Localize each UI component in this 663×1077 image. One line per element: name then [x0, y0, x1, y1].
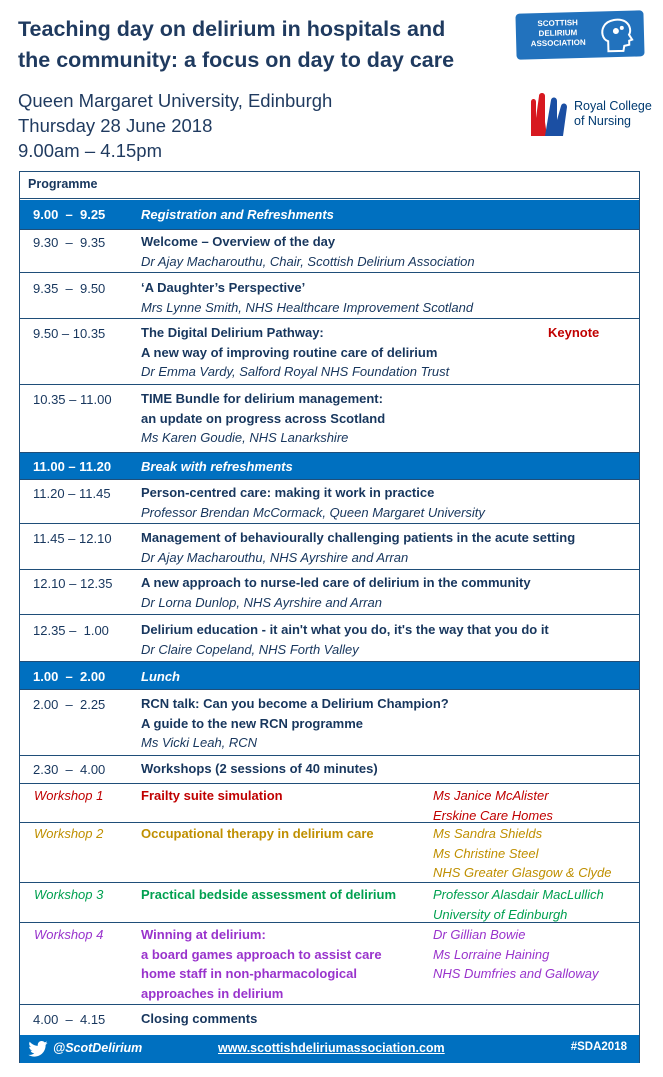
- session-speaker: Dr Emma Vardy, Salford Royal NHS Foundation Trust: [141, 364, 450, 379]
- rcn-logo-text: Royal College of Nursing: [574, 99, 652, 128]
- session-title: Closing comments: [141, 1011, 258, 1026]
- session-speaker: Dr Lorna Dunlop, NHS Ayrshire and Arran: [141, 594, 382, 610]
- session-time: 9.35 – 9.50: [33, 281, 106, 296]
- session-time: 11.00 – 11.20: [33, 459, 112, 474]
- session-time: 11.45 – 12.10: [33, 531, 112, 546]
- twitter-handle[interactable]: @ScotDelirium: [53, 1041, 143, 1055]
- session-time: 2.00 – 2.25: [33, 697, 106, 712]
- workshop-speakers: Professor Alasdair MacLullich University of Edinburgh: [433, 887, 604, 922]
- workshop-title: Winning at delirium: a board games approach to assist care home staff in non-pharmacological approaches in delirium: [141, 927, 382, 1001]
- session-title: A new approach to nurse-led care of delirium in the community: [141, 575, 531, 590]
- workshop-speakers: Ms Janice McAlister Erskine Care Homes: [433, 788, 553, 823]
- session-title: Management of behaviourally challenging patients in the acute setting: [141, 530, 576, 545]
- session-time: 2.30 – 4.00: [33, 762, 106, 777]
- title-line-2: the community: a focus on day to day care: [18, 48, 455, 72]
- session-speaker: Ms Karen Goudie, NHS Lanarkshire: [141, 430, 349, 445]
- event-title: [18, 14, 488, 76]
- session-speaker: Mrs Lynne Smith, NHS Healthcare Improvement Scotland: [141, 299, 474, 315]
- session-title: Delirium education - it ain't what you do, it's the way that you do it: [141, 622, 549, 637]
- sda-logo: [515, 10, 644, 59]
- session-title-line-1: RCN talk: Can you become a Delirium Champion?: [141, 696, 449, 711]
- rcn-logo: [527, 92, 652, 138]
- session-title-line-1: The Digital Delirium Pathway:: [141, 325, 324, 340]
- workshops-row: [20, 756, 639, 784]
- programme-table: [19, 171, 640, 1063]
- session-speaker: Ms Vicki Leah, RCN: [141, 735, 258, 750]
- session-title: Person-centred care: making it work in practice: [141, 485, 435, 500]
- lunch-row: [20, 662, 639, 690]
- session-time: 12.10 – 12.35: [33, 576, 113, 591]
- session-time: 11.20 – 11.45: [33, 486, 111, 501]
- session-title-line-1: TIME Bundle for delirium management:: [141, 391, 383, 406]
- nurse-led-row: [20, 570, 639, 615]
- event-time: 9.00am – 4.15pm: [18, 140, 162, 161]
- session-time: 10.35 – 11.00: [33, 392, 112, 407]
- session-title-line-2: an update on progress across Scotland: [141, 410, 386, 426]
- workshop-label: Workshop 3: [34, 887, 104, 902]
- workshop-1-row: [20, 784, 639, 823]
- session-time: 9.30 – 9.35: [33, 235, 106, 250]
- venue: Queen Margaret University, Edinburgh: [18, 90, 333, 111]
- workshop-title: Practical bedside assessment of delirium: [141, 887, 397, 902]
- time-bundle-row: [20, 385, 639, 453]
- welcome-row: [20, 230, 639, 273]
- event-info: [18, 88, 332, 163]
- session-speaker: Dr Ajay Macharouthu, NHS Ayrshire and Arran: [141, 549, 409, 565]
- workshop-speakers: Dr Gillian Bowie Ms Lorraine Haining NHS Dumfries and Galloway: [433, 927, 599, 981]
- sda-logo-text: SCOTTISH DELIRIUM ASSOCIATION: [530, 18, 586, 49]
- person-centred-row: [20, 480, 639, 524]
- hashtag: #SDA2018: [570, 1041, 627, 1053]
- session-time: 4.00 – 4.15: [33, 1012, 106, 1027]
- session-speaker: Dr Ajay Macharouthu, Chair, Scottish Delirium Association: [141, 253, 475, 269]
- rcn-hands-icon: [527, 92, 571, 138]
- digital-pathway-row: [20, 319, 639, 385]
- session-title: Lunch: [141, 669, 180, 684]
- session-title-line-2: A new way of improving routine care of delirium: [141, 344, 438, 360]
- workshop-3-row: [20, 883, 639, 923]
- session-time: 12.35 – 1.00: [33, 623, 109, 638]
- daughter-row: [20, 273, 639, 319]
- workshop-2-row: [20, 823, 639, 883]
- education-row: [20, 615, 639, 662]
- session-title: Registration and Refreshments: [141, 207, 334, 222]
- event-date: Thursday 28 June 2018: [18, 115, 213, 136]
- behaviour-row: [20, 524, 639, 570]
- rcn-talk-row: [20, 690, 639, 756]
- workshop-4-row: [20, 923, 639, 1005]
- workshop-title: Occupational therapy in delirium care: [141, 826, 374, 841]
- keynote-badge: Keynote: [548, 325, 600, 340]
- workshop-title: Frailty suite simulation: [141, 788, 283, 803]
- session-title: Welcome – Overview of the day: [141, 234, 336, 249]
- session-speaker: Professor Brendan McCormack, Queen Margaret University: [141, 504, 485, 520]
- title-line-1: Teaching day on delirium in hospitals and: [18, 17, 446, 41]
- session-speaker: Dr Claire Copeland, NHS Forth Valley: [141, 641, 359, 657]
- programme-heading: Programme: [20, 172, 639, 199]
- workshop-label: Workshop 4: [34, 927, 104, 942]
- session-time: 9.50 – 10.35: [33, 326, 106, 341]
- workshop-label: Workshop 1: [34, 788, 104, 803]
- session-title: Break with refreshments: [141, 459, 293, 474]
- break-row: [20, 453, 639, 480]
- head-profile-icon: [598, 16, 639, 53]
- session-time: 1.00 – 2.00: [33, 669, 106, 684]
- workshop-label: Workshop 2: [34, 826, 104, 841]
- session-title-line-2: A guide to the new RCN programme: [141, 715, 363, 731]
- closing-row: [20, 1005, 639, 1035]
- session-title: ‘A Daughter’s Perspective’: [141, 280, 306, 295]
- session-title: Workshops (2 sessions of 40 minutes): [141, 761, 378, 776]
- session-time: 9.00 – 9.25: [33, 207, 106, 222]
- website-link[interactable]: www.scottishdeliriumassociation.com: [218, 1041, 445, 1055]
- workshop-speakers: Ms Sandra Shields Ms Christine Steel NHS Greater Glasgow & Clyde: [433, 826, 612, 880]
- registration-row: [20, 200, 639, 230]
- footer-bar: [20, 1035, 639, 1063]
- twitter-bird-icon[interactable]: [28, 1041, 48, 1057]
